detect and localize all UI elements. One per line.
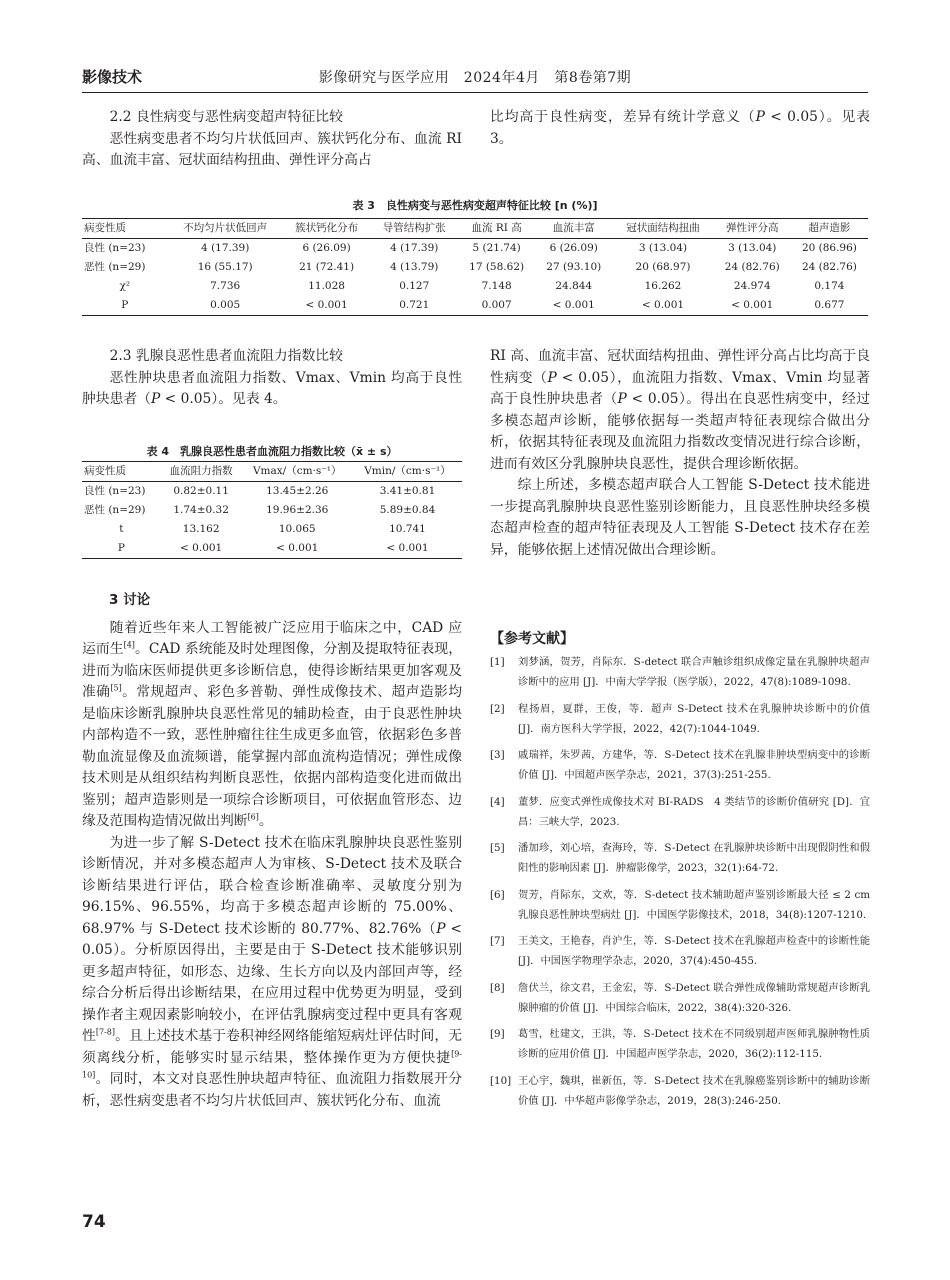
- table-cell: 27 (93.10): [546, 261, 602, 273]
- table-cell: < 0.001: [612, 296, 713, 316]
- reference-number: [2]: [490, 702, 505, 715]
- column-header: 簇状钙化分布: [283, 219, 371, 239]
- section-2-2-cont: [490, 107, 870, 150]
- table-cell: 17 (58.62): [469, 261, 525, 273]
- reference-number: [9]: [490, 1028, 505, 1040]
- reference-text: 戚瑞祥，朱罗茜，方建华，等．S-Detect 技术在乳腺非肿块型病变中的诊断价值 [J]．中国超声医学杂志，2021，37(3):251-255.: [518, 749, 870, 781]
- reference-item: [490, 745, 870, 785]
- column-header: Vmax/（cm·s⁻¹）: [241, 462, 352, 482]
- para-right-1: RI 高、血流丰富、冠状面结构扭曲、弹性评分高占比均高于良性病变（P < 0.05），血流阻力指数、Vmax、Vmin 均显著高于良性肿块患者（P < 0.05）。得出在良恶性病变中，经过多模态超声诊断，能够依据每一类超声特征表现综合做出分析，依据其特征表现及血流阻力指数改变情况进行综合诊断，进而有效区分乳腺肿块良恶性，提供合理诊断依据。: [490, 348, 871, 472]
- para-2-2-right: 比均高于良性病变，差异有统计学意义（P < 0.05）。见表 3。: [490, 109, 870, 147]
- table-cell: P: [82, 539, 161, 559]
- table-cell: 24.974: [733, 280, 771, 292]
- table-cell: 0.007: [458, 296, 535, 316]
- column-header: 导管结构扩张: [370, 219, 458, 239]
- citation: [6]: [247, 812, 259, 822]
- table-cell: 3.41±0.81: [379, 485, 436, 497]
- section-tag: 影像技术: [82, 68, 143, 86]
- citation: [7-8]: [95, 1027, 116, 1037]
- table-cell: 24 (82.76): [724, 261, 780, 273]
- table-cell: < 0.001: [353, 539, 462, 559]
- table-cell: 24.844: [555, 280, 593, 292]
- para-2-3: 恶性肿块患者血流阻力指数、Vmax、Vmin 均高于良性肿块患者（P < 0.05）。见表 4。: [82, 369, 462, 407]
- reference-text: 董梦．应变式弹性成像技术对 BI-RADS 4 类结节的诊断价值研究 [D]．宜昌：三峡大学，2023.: [518, 795, 870, 828]
- table-4: [82, 461, 462, 559]
- reference-text: 程扬眉，夏群，王俊，等．超声 S-Detect 技术在乳腺肿块诊断中的价值 [J]．南方医科大学学报，2022，42(7):1044-1049.: [518, 702, 870, 735]
- table-cell: 16.262: [644, 280, 682, 292]
- table-cell: 13.45±2.26: [266, 485, 329, 497]
- table-cell: 20 (86.96): [801, 242, 857, 254]
- column-header: Vmin/（cm·s⁻¹）: [353, 462, 462, 482]
- table-cell: 6 (26.09): [549, 242, 598, 254]
- para-3-1: 随着近些年来人工智能被广泛应用于临床之中，CAD 应运而生[4]。CAD 系统能及时处理图像，分割及提取特征表现，进而为临床医师提供更多诊断信息，使得诊断结果更加客观及准确[5]。常规超声、彩色多普勒、弹性成像技术、超声造影均是临床诊断乳腺肿块良恶性常见的辅助检查，由于良恶性肿块内部构造不一致，恶性肿瘤往往生成更多血管，依据彩色多普勒血流显像及血流频谱，能掌握内部血流构造情况；弹性成像技术则是从组织结构判断良恶性，依据内部构造变化进而做出鉴别；超声造影则是一项综合诊断项目，可依据血管形态、边缘及范围构造情况做出判断[6]。: [82, 619, 462, 829]
- table-4-caption: 表 4 乳腺良恶性患者血流阻力指数比较（x̄ ± s）: [146, 445, 398, 458]
- table-row: [82, 501, 462, 520]
- reference-number: [8]: [490, 981, 505, 994]
- table-cell: 0.127: [399, 280, 430, 292]
- discussion-right-column: [490, 346, 870, 561]
- reference-text: 刘梦涵，贺芳，肖际东．S-detect 联合声触诊组织成像定量在乳腺肿块超声诊断中的应用 [J]．中南大学学报（医学版），2022，47(8):1089-1098.: [518, 656, 870, 688]
- section-3: [82, 590, 462, 1112]
- reference-number: [10]: [490, 1074, 512, 1087]
- column-header: 病变性质: [82, 462, 161, 482]
- table-cell: 良性 (n=23): [84, 242, 146, 254]
- citation: [5]: [110, 683, 122, 693]
- table-row: [82, 258, 868, 277]
- table-cell: 0.721: [370, 296, 458, 316]
- table-row: [82, 296, 868, 316]
- citation: [4]: [123, 640, 135, 650]
- heading-3: 3 讨论: [109, 592, 151, 608]
- table-cell: 19.96±2.36: [266, 504, 329, 516]
- table-cell: 5.89±0.84: [379, 504, 436, 516]
- table-header-row: [82, 462, 462, 482]
- table-cell: 0.174: [814, 280, 845, 292]
- table-cell: < 0.001: [714, 296, 791, 316]
- column-header: 血流 RI 高: [458, 219, 535, 239]
- table-cell: 5 (21.74): [472, 242, 521, 254]
- table-cell: 1.74±0.32: [173, 504, 229, 516]
- reference-item: [490, 931, 870, 971]
- table-cell: < 0.001: [283, 296, 371, 316]
- reference-text: 葛雪，杜建文，王洪，等．S-Detect 技术在不同级别超声医师乳腺肿物性质诊断的应用价值 [J]．中国超声医学杂志，2020，36(2):112-115.: [518, 1028, 870, 1060]
- reference-text: 王心宇，魏琪，崔新伍，等．S-Detect 技术在乳腺癌鉴别诊断中的辅助诊断价值 [J]．中华超声影像学杂志，2019，28(3):246-250.: [518, 1074, 870, 1107]
- column-header: 冠状面结构扭曲: [612, 219, 713, 239]
- reference-item: [490, 885, 870, 925]
- reference-number: [6]: [490, 888, 505, 901]
- heading-2-3: 2.3 乳腺良恶性患者血流阻力指数比较: [109, 348, 343, 364]
- reference-text: 潘加珍，刘心培，查海玲，等．S-Detect 在乳腺肿块诊断中出现假阴性和假阳性的影响因素 [J]．肿瘤影像学，2023，32(1):64-72.: [518, 842, 870, 874]
- table-row: [82, 482, 462, 502]
- header-rule: [82, 92, 868, 93]
- para-conclusion: 综上所述，多模态超声联合人工智能 S-Detect 技术能进一步提高乳腺肿块良恶性鉴别诊断能力，且良恶性肿块经多模态超声检查的超声特征表现及人工智能 S-Detect 技术存在差异，能够依据上述情况做出合理诊断。: [490, 477, 870, 558]
- reference-number: [7]: [490, 935, 505, 947]
- column-header: 病变性质: [82, 219, 168, 239]
- table-cell: 10.065: [278, 523, 316, 535]
- reference-item: [490, 838, 870, 878]
- table-cell: 良性 (n=23): [84, 485, 146, 497]
- table-cell: 0.005: [168, 296, 283, 316]
- table-cell: 10.741: [389, 523, 426, 535]
- table-cell: 0.677: [791, 296, 868, 316]
- reference-item: [490, 978, 870, 1018]
- table-cell: 0.82±0.11: [173, 485, 229, 497]
- table-cell: 4 (17.39): [201, 242, 250, 254]
- heading-2-2: 2.2 良性病变与恶性病变超声特征比较: [109, 109, 343, 125]
- reference-text: 詹伏兰，徐文君，王金宏，等．S-Detect 联合弹性成像辅助常规超声诊断乳腺肿瘤的价值 [J]．中国综合临床，2022，38(4):320-326.: [518, 981, 870, 1014]
- table-cell: 3 (13.04): [638, 242, 688, 254]
- table-cell: 21 (72.41): [299, 261, 355, 273]
- page-number: 74: [82, 1212, 106, 1232]
- column-header: 超声造影: [791, 219, 868, 239]
- reference-text: 王美文，王艳春，肖沪生，等．S-Detect 技术在乳腺超声检查中的诊断性能 [J]．中国医学物理学杂志，2020，37(4):450-455.: [518, 935, 870, 967]
- table-cell: 6 (26.09): [302, 242, 351, 254]
- table-cell: 7.736: [210, 280, 241, 292]
- table-cell: 4 (17.39): [390, 242, 439, 254]
- table-cell: 恶性 (n=29): [84, 261, 146, 273]
- column-header: 弹性评分高: [714, 219, 791, 239]
- running-header: [82, 64, 868, 90]
- column-header: 血流阻力指数: [161, 462, 242, 482]
- table-row: [82, 239, 868, 259]
- table-3: [82, 218, 868, 316]
- reference-item: [490, 1024, 870, 1064]
- table-cell: P: [82, 296, 168, 316]
- table-row: [82, 277, 868, 296]
- section-2-2: [82, 107, 462, 172]
- reference-number: [1]: [490, 656, 505, 668]
- reference-list: [490, 652, 870, 1117]
- reference-number: [5]: [490, 842, 505, 854]
- reference-number: [4]: [490, 795, 505, 808]
- column-header: 不均匀片状低回声: [168, 219, 283, 239]
- reference-item: [490, 792, 870, 832]
- table-row: [82, 539, 462, 559]
- reference-item: [490, 1071, 870, 1111]
- table-cell: 恶性 (n=29): [84, 504, 146, 516]
- para-2-2-left: 恶性病变患者不均匀片状低回声、簇状钙化分布、血流 RI 高、血流丰富、冠状面结构扭曲、弹性评分高占: [82, 130, 462, 168]
- table-cell: < 0.001: [241, 539, 352, 559]
- table-cell: χ²: [119, 280, 131, 292]
- table-cell: 4 (13.79): [390, 261, 439, 273]
- table-cell: 24 (82.76): [801, 261, 857, 273]
- section-2-3: [82, 346, 462, 411]
- reference-number: [3]: [490, 749, 505, 761]
- reference-item: [490, 699, 870, 739]
- references-title: 【参考文献】: [490, 631, 574, 647]
- table-3-caption: 表 3 良性病变与恶性病变超声特征比较 [n (%)]: [352, 199, 598, 212]
- reference-text: 贺芳，肖际东，文欢，等．S-detect 技术辅助超声鉴别诊断最大径 ≤ 2 cm 乳腺良恶性肿块型病灶 [J]．中国医学影像技术，2018，34(8):1207-1210.: [518, 888, 870, 921]
- reference-item: [490, 652, 870, 692]
- citation: [9-10]: [82, 1048, 462, 1080]
- table-header-row: [82, 219, 868, 239]
- table-row: [82, 520, 462, 539]
- journal-info: 影像研究与医学应用 2024年4月 第8卷第7期: [318, 70, 632, 86]
- table-cell: 20 (68.97): [635, 261, 691, 273]
- table-cell: 7.148: [481, 280, 512, 292]
- table-cell: 13.162: [182, 523, 220, 535]
- table-cell: < 0.001: [535, 296, 612, 316]
- table-cell: 16 (55.17): [197, 261, 253, 273]
- column-header: 血流丰富: [535, 219, 612, 239]
- table-cell: 11.028: [308, 280, 345, 292]
- para-3-2: 为进一步了解 S-Detect 技术在临床乳腺肿块良恶性鉴别诊断情况，并对多模态超声人为审核、S-Detect 技术及联合诊断结果进行评估，联合检查诊断准确率、灵敏度分别为 96.15%、96.55%，均高于多模态超声诊断的 75.00%、68.97% 与 S-Detect 技术诊断的 80.77%、82.76%（P < 0.05）。分析原因得出，主要是由于 S-Detect 技术能够识别更多超声特征，如形态、边缘、生长方向以及内部回声等，经综合分析后得出诊断结果，在应用过程中优势更为明显，受到操作者主观因素影响较小，在评估乳腺病变过程中更具有客观性[7-8]。且上述技术基于卷积神经网络能缩短病灶评估时间，无须离线分析，能够实时显示结果，整体操作更为方便快捷[9-10]。同时，本文对良恶性肿块超声特征、血流阻力指数展开分析，恶性病变患者不均匀片状低回声、簇状钙化分布、血流: [82, 834, 463, 1109]
- table-cell: < 0.001: [161, 539, 242, 559]
- table-cell: 3 (13.04): [728, 242, 777, 254]
- table-cell: t: [119, 523, 124, 535]
